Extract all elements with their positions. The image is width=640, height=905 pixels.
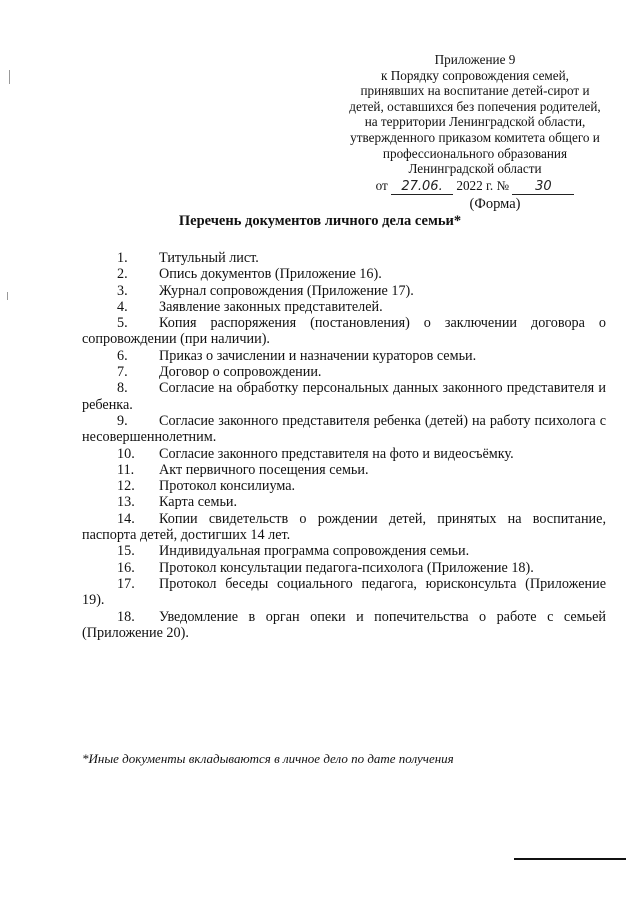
- list-item-number: 3.: [117, 282, 128, 299]
- header-line: принявших на воспитание детей-сирот и: [360, 83, 590, 99]
- list-item-number: 16.: [117, 559, 135, 576]
- year-number-label: 2022 г. №: [456, 177, 510, 193]
- bottom-rule: [514, 858, 626, 860]
- list-item: [82, 250, 606, 266]
- list-item-text: Индивидуальная программа сопровождения семьи.: [159, 543, 470, 560]
- appendix-header: [330, 52, 620, 212]
- list-item: [82, 299, 606, 315]
- list-item-text: Согласие законного представителя ребенка (детей) на работу психолога с несовершеннолетним.: [82, 412, 606, 446]
- list-item-number: 15.: [117, 543, 135, 560]
- list-item-text: Акт первичного посещения семьи.: [159, 461, 369, 478]
- list-item-text: Карта семьи.: [159, 494, 238, 511]
- list-item: [82, 283, 606, 299]
- date-prefix: от: [375, 177, 388, 193]
- header-line: Ленинградской области: [408, 161, 542, 177]
- list-item-text: Договор о сопровождении.: [159, 364, 322, 381]
- list-item-number: 8.: [117, 380, 128, 397]
- list-item-number: 18.: [117, 608, 135, 625]
- list-item-text: Копия распоряжения (постановления) о заключении договора о сопровождении (при наличии).: [82, 315, 606, 348]
- list-item-number: 11.: [117, 461, 135, 478]
- list-item: [82, 315, 606, 348]
- list-item-number: 1.: [117, 250, 128, 266]
- header-line: профессионального образования: [382, 145, 568, 161]
- footnote: *Иные документы вкладываются в личное дело по дате получения: [82, 751, 454, 766]
- list-item-number: 17.: [117, 575, 135, 592]
- list-item: [82, 560, 606, 576]
- header-line: Приложение 9: [434, 52, 516, 67]
- header-line: детей, оставшихся без попечения родителей,: [349, 98, 601, 114]
- handwritten-date: 27.06.: [391, 180, 453, 195]
- list-item-text: Уведомление в орган опеки и попечительства о работе с семьей (Приложение 20).: [82, 608, 606, 641]
- list-item-text: Опись документов (Приложение 16).: [159, 266, 382, 283]
- handwritten-order-number: 30: [512, 180, 574, 195]
- list-item-text: Протокол консультации педагога-психолога (Приложение 18).: [159, 559, 534, 576]
- list-item-text: Приказ о зачислении и назначении кураторов семьи.: [159, 347, 477, 364]
- list-item-text: Протокол беседы социального педагога, юрисконсульта (Приложение 19).: [82, 575, 606, 609]
- list-item-number: 4.: [117, 298, 128, 315]
- list-item-number: 12.: [117, 478, 135, 495]
- list-item-text: Согласие законного представителя на фото и видеосъёмку.: [159, 445, 514, 462]
- list-item-number: 6.: [117, 347, 128, 364]
- header-line: утвержденного приказом комитета общего и: [350, 129, 600, 145]
- list-item: [82, 511, 606, 544]
- list-item: [82, 380, 606, 413]
- header-line: к Порядку сопровождения семей,: [381, 67, 569, 83]
- form-label: (Форма): [469, 195, 521, 212]
- list-item: [82, 609, 606, 642]
- list-item: [82, 266, 606, 282]
- list-item-number: 2.: [117, 266, 128, 283]
- list-item-number: 14.: [117, 510, 135, 527]
- documents-list: [82, 250, 606, 641]
- list-item: [82, 494, 606, 510]
- list-item: [82, 543, 606, 559]
- list-item: [82, 348, 606, 364]
- list-item: [82, 446, 606, 462]
- list-item: [82, 478, 606, 494]
- list-item-number: 5.: [117, 315, 128, 332]
- list-item-text: Протокол консилиума.: [159, 478, 296, 495]
- list-item-number: 10.: [117, 445, 135, 462]
- list-item-number: 9.: [117, 412, 128, 429]
- scan-artifact: [7, 292, 8, 300]
- list-item-text: Заявление законных представителей.: [159, 298, 383, 315]
- list-item-text: Согласие на обработку персональных данных законного представителя и ребенка.: [82, 380, 606, 413]
- order-date-line: [330, 178, 620, 195]
- list-item: [82, 364, 606, 380]
- list-item: [82, 576, 606, 609]
- scan-artifact: [9, 70, 10, 84]
- list-item-text: Журнал сопровождения (Приложение 17).: [159, 282, 414, 299]
- list-item-text: Титульный лист.: [159, 250, 259, 266]
- document-title: Перечень документов личного дела семьи*: [178, 213, 462, 229]
- header-line: на территории Ленинградской области,: [364, 114, 586, 130]
- list-item-number: 7.: [117, 364, 128, 381]
- list-item: [82, 413, 606, 446]
- list-item: [82, 462, 606, 478]
- list-item-number: 13.: [117, 494, 135, 511]
- list-item-text: Копии свидетельств о рождении детей, принятых на воспитание, паспорта детей, достигших 14 лет.: [82, 510, 606, 544]
